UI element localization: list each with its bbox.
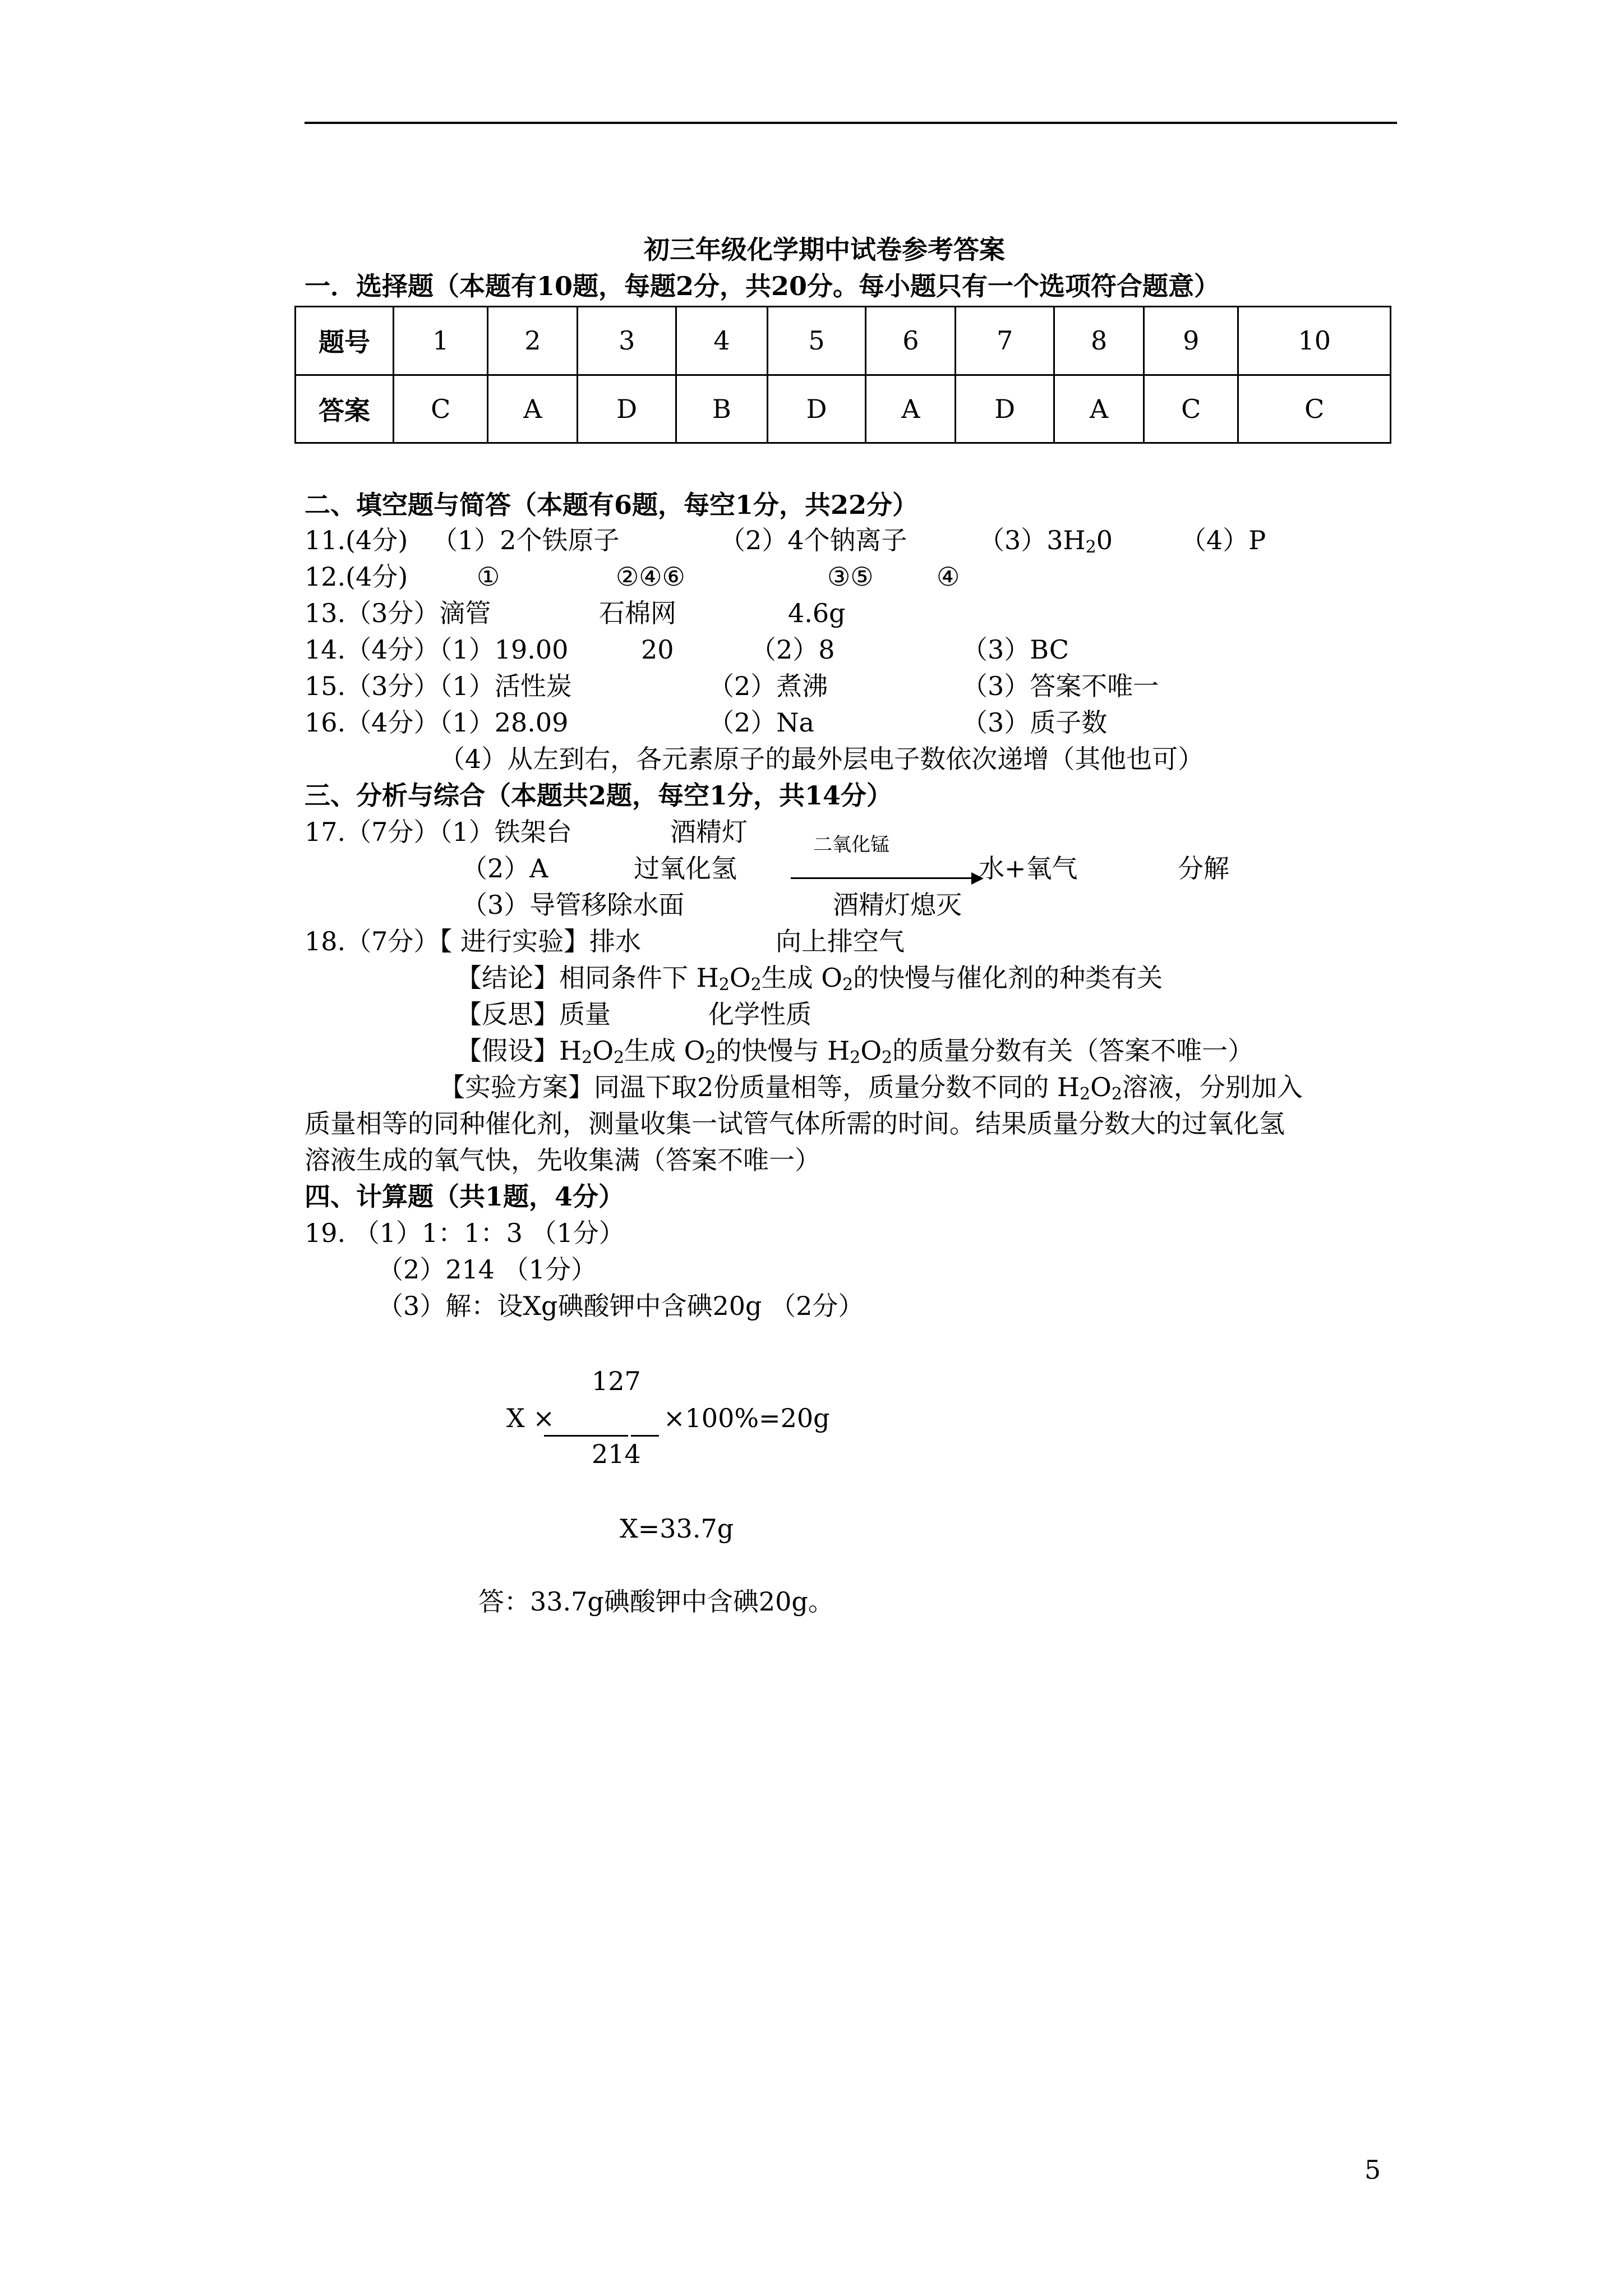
- q18-hypothesis: 【假设】$H_2O_2$生成 $O_2$的快慢与 $H_2O_2$的质量分数有关（答案不唯一）: [456, 1036, 1254, 1068]
- expr-left: X ×: [506, 1403, 555, 1433]
- q13-label: 13.（3分）滴管: [305, 598, 491, 628]
- page-number: 5: [1364, 2155, 1381, 2185]
- table-cell: 9: [1144, 307, 1238, 375]
- q12-answer-2: ②④⑥: [616, 562, 685, 592]
- table-cell: A: [1054, 375, 1144, 443]
- reaction-arrow: [791, 877, 976, 879]
- q18-answer-1b: 向上排空气: [776, 926, 905, 956]
- table-cell: D: [578, 375, 676, 443]
- q12-answer-3: ③⑤: [827, 562, 874, 592]
- q16-answer-4: （4）从左到右，各元素原子的最外层电子数依次递增（其他也可）: [439, 744, 1204, 774]
- q16-answer-3: （3）质子数: [962, 707, 1108, 738]
- q19-final-answer: 答：33.7g碘酸钾中含碘20g。: [478, 1586, 834, 1617]
- q11-answer-1: （1）2个铁原子: [432, 525, 620, 555]
- q19-result: X=33.7g: [620, 1513, 734, 1544]
- fraction-numerator: 127: [592, 1366, 641, 1396]
- q16-answer-2: （2）Na: [708, 707, 814, 738]
- table-cell: C: [394, 375, 488, 443]
- q19-answer-1: 19. （1）1：1：3 （1分）: [305, 1218, 625, 1248]
- q17-answer-2: （2）A: [462, 853, 548, 884]
- q18-plan-line3: 溶液生成的氧气快，先收集满（答案不唯一）: [305, 1145, 820, 1175]
- table-cell: C: [1144, 375, 1238, 443]
- table-row-numbers: [296, 307, 1391, 375]
- table-cell: 4: [676, 307, 767, 375]
- table-cell: 2: [488, 307, 578, 375]
- table-cell: 7: [956, 307, 1054, 375]
- q12-label: 12.(4分): [305, 562, 408, 592]
- q16-label: 16.（4分）（1）28.09: [305, 707, 569, 738]
- q12-answer-1: ①: [477, 562, 500, 592]
- catalyst-label: 二氧化锰: [813, 834, 889, 856]
- table-cell: 5: [767, 307, 866, 375]
- q18-reflect: 【反思】质量: [456, 999, 611, 1029]
- table-cell: D: [767, 375, 866, 443]
- q18-conclusion: 【结论】相同条件下 $H_2O_2$生成 $O_2$的快慢与催化剂的种类有关: [456, 963, 1163, 995]
- section1-heading: 一．选择题（本题有10题，每题2分，共20分。每小题只有一个选项符合题意）: [305, 271, 1220, 301]
- q15-answer-3: （3）答案不唯一: [962, 671, 1159, 701]
- q13-answer-2: 石棉网: [599, 598, 676, 628]
- q11-answer-4: （4）P: [1181, 525, 1266, 555]
- table-header-answer: 答案: [296, 375, 394, 443]
- table-header-number: 题号: [296, 307, 394, 375]
- q17-label: 17.（7分）（1）铁架台: [305, 817, 572, 847]
- q15-answer-2: （2）煮沸: [708, 671, 828, 701]
- q18-reflect-b: 化学性质: [708, 999, 811, 1029]
- table-cell: C: [1238, 375, 1391, 443]
- fraction-line-ext: [631, 1435, 659, 1437]
- q18-plan-line1: 【实验方案】同温下取2份质量相等，质量分数不同的 $H_2O_2$溶液，分别加入: [439, 1072, 1303, 1104]
- q14-label: 14.（4分）（1）19.00: [305, 634, 569, 665]
- header-rule: [305, 122, 1397, 124]
- table-cell: B: [676, 375, 767, 443]
- q11-label: 11.(4分): [305, 525, 408, 555]
- q13-answer-3: 4.6g: [788, 598, 846, 628]
- q17-answer-3: （3）导管移除水面: [462, 890, 685, 920]
- table-cell: 10: [1238, 307, 1391, 375]
- fraction-line: [544, 1435, 628, 1437]
- expr-right: ×100%=20g: [663, 1403, 830, 1433]
- table-row-answers: [296, 375, 1391, 443]
- q11-answer-2: （2）4个钠离子: [720, 525, 907, 555]
- q11-answer-3: $(3)3H_20$: [979, 525, 1113, 557]
- fraction-denominator: 214: [592, 1439, 641, 1469]
- q19-answer-2: （2）214 （1分）: [377, 1254, 597, 1285]
- q17-answer-1b: 酒精灯: [670, 817, 748, 847]
- q19-answer-3: （3）解：设Xg碘酸钾中含碘20g （2分）: [377, 1291, 864, 1321]
- page-title: 初三年级化学期中试卷参考答案: [644, 234, 1005, 265]
- q14-answer-2: 20: [641, 634, 674, 665]
- q15-label: 15.（3分）（1）活性炭: [305, 671, 572, 701]
- q17-reactant: 过氧化氢: [634, 853, 737, 884]
- q17-answer-3b: 酒精灯熄灭: [833, 890, 962, 920]
- table-cell: D: [956, 375, 1054, 443]
- table-cell: 3: [578, 307, 676, 375]
- q18-label: 18.（7分）【 进行实验】排水: [305, 926, 642, 956]
- table-cell: 8: [1054, 307, 1144, 375]
- q17-reaction-type: 分解: [1178, 853, 1229, 884]
- table-cell: 6: [866, 307, 956, 375]
- section4-heading: 四、计算题（共1题，4分）: [305, 1181, 625, 1212]
- section2-heading: 二、填空题与简答（本题有6题，每空1分，共22分）: [305, 490, 919, 520]
- answer-table: [294, 306, 1391, 444]
- table-cell: A: [866, 375, 956, 443]
- q12-answer-4: ④: [937, 562, 960, 592]
- q14-answer-3: （2）8: [750, 634, 835, 665]
- q17-product: 水+氧气: [979, 853, 1078, 884]
- q18-plan-line2: 质量相等的同种催化剂，测量收集一试管气体所需的时间。结果质量分数大的过氧化氢: [305, 1108, 1285, 1139]
- table-cell: 1: [394, 307, 488, 375]
- q14-answer-4: （3）BC: [962, 634, 1069, 665]
- table-cell: A: [488, 375, 578, 443]
- section3-heading: 三、分析与综合（本题共2题，每空1分，共14分）: [305, 780, 893, 811]
